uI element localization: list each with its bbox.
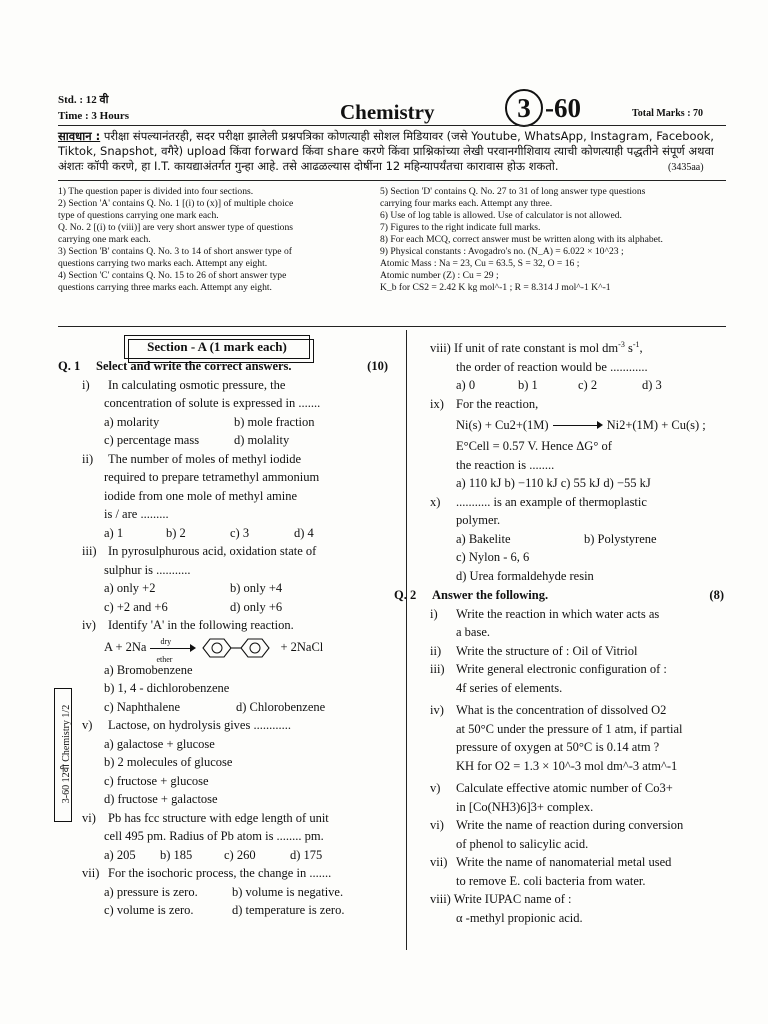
option: d) molality [234, 433, 290, 447]
q2-vi [422, 816, 724, 835]
equation-right: Ni2+(1M) + Cu(s) ; [606, 417, 706, 432]
equation-right: + 2NaCl [280, 640, 324, 655]
option: b) mole fraction [234, 414, 315, 429]
question-text: Pb has fcc structure with edge length of unit [108, 810, 329, 825]
question-text: cell 495 pm. Radius of Pb atom is ........ pm. [104, 829, 324, 843]
question-text: in [Co(NH3)6]3+ complex. [456, 799, 594, 814]
options [422, 530, 724, 549]
option: c) percentage mass [104, 433, 200, 447]
arrow-label-top: dry [160, 636, 172, 646]
biphenyl-structure-icon [200, 637, 272, 659]
instruction-line: 2) Section 'A' contains Q. No. 1 [(i) to (x)] of multiple choice [58, 198, 294, 209]
question-text: The number of moles of methyl iodide [108, 451, 302, 466]
q2-v [422, 779, 724, 798]
q1-marks: (10) [367, 359, 388, 373]
q2-iii [422, 660, 724, 679]
option: b) 2 molecules of glucose [104, 755, 233, 769]
option: c) 2 [578, 378, 598, 393]
equation-left: A + 2Na [104, 640, 147, 655]
option: c) volume is zero. [104, 903, 194, 917]
item-number: x) [430, 494, 441, 509]
section-a-heading: Section - A (1 mark each) [124, 335, 310, 359]
question-text: Identify 'A' in the following reaction. [108, 618, 294, 632]
q1-iv [58, 616, 388, 635]
side-label: 3-60 12वी Chemistry 1/2 [61, 704, 72, 804]
option: b) only +4 [230, 581, 283, 595]
question-text: is / are ......... [104, 507, 169, 521]
q1-vii [58, 864, 388, 883]
option: a) molarity [104, 414, 160, 429]
q1-i [58, 376, 388, 395]
option: a) Bakelite [456, 531, 511, 546]
question-text-part: s [624, 341, 633, 356]
warning-code: (3435aa) [668, 162, 704, 173]
question-text: the reaction is ........ [456, 457, 555, 472]
instructions-right [380, 186, 725, 294]
q1-heading [58, 357, 388, 376]
question-text: α -methyl propionic acid. [456, 910, 583, 925]
question-text: KH for O2 = 1.3 × 10^-3 mol dm^-3 atm^-1 [456, 758, 678, 773]
item-number: v) [82, 718, 93, 732]
warning-divider [58, 180, 726, 181]
reaction-equation [422, 413, 724, 437]
question-text: Write the name of nanomaterial metal used [456, 855, 672, 870]
item-number: v) [430, 781, 441, 796]
arrow-label-bottom: ether [156, 654, 173, 664]
option: b) 185 [160, 847, 193, 862]
question-text: a base. [456, 625, 491, 640]
paper-code [505, 89, 581, 127]
options [58, 524, 388, 543]
option: d) temperature is zero. [232, 903, 345, 917]
item-number: iii) [82, 544, 97, 558]
instruction-line: type of questions carrying one mark each. [58, 210, 219, 221]
item-number: vii) [430, 855, 448, 870]
warning-label: सावधान : [58, 129, 101, 143]
q2-heading [394, 586, 724, 605]
question-text: pressure of oxygen at 50°C is 0.14 atm ? [456, 740, 660, 755]
q2-vii [422, 853, 724, 872]
option: a) pressure is zero. [104, 884, 198, 899]
instruction-line: 7) Figures to the right indicate full marks. [380, 222, 541, 233]
question-text: iodide from one mole of methyl amine [104, 488, 298, 503]
option: d) fructose + galactose [104, 792, 218, 806]
paper-code-circle: 3 [505, 89, 543, 127]
instruction-line: Atomic Mass : Na = 23, Cu = 63.5, S = 32, O = 16 ; [380, 258, 580, 269]
column-divider [406, 330, 407, 950]
std-label: Std. : 12 वी [58, 94, 109, 106]
question-text-part: , [639, 341, 643, 356]
left-column [58, 357, 388, 920]
instruction-line: 1) The question paper is divided into four sections. [58, 186, 254, 197]
option: d) Urea formaldehyde resin [456, 568, 594, 583]
options [58, 598, 388, 617]
question-text: Write the name of reaction during conversion [456, 818, 684, 833]
instruction-line: Q. No. 2 [(i) to (viii)] are very short answer type of questions [58, 222, 293, 233]
q2-marks: (8) [709, 588, 724, 603]
item-number: iii) [430, 662, 445, 677]
option: d) only +6 [230, 599, 283, 614]
total-marks: Total Marks : 70 [632, 108, 704, 119]
item-number: ii) [82, 451, 94, 466]
question-text: of phenol to salicylic acid. [456, 836, 589, 851]
option: a) Bromobenzene [104, 662, 193, 677]
question-text-part: viii) If unit of rate constant is mol dm [430, 341, 619, 356]
option: c) Naphthalene [104, 699, 181, 714]
question-text: Write the reaction in which water acts as [456, 606, 660, 621]
instruction-line: 5) Section 'D' contains Q. No. 27 to 31 of long answer type questions [380, 186, 646, 197]
q2-ii [422, 642, 724, 661]
paper-code-rest: -60 [545, 92, 581, 123]
question-text: Lactose, on hydrolysis gives ............ [108, 718, 291, 732]
instruction-line: 8) For each MCQ, correct answer must be written along with its alphabet. [380, 234, 663, 245]
q1-v [58, 716, 388, 735]
option: a) only +2 [104, 581, 156, 595]
option: c) fructose + glucose [104, 773, 209, 788]
option: d) 4 [294, 525, 314, 540]
time-label: Time : 3 Hours [58, 110, 129, 122]
instructions-left [58, 186, 378, 294]
warning-notice [58, 129, 722, 174]
q1-x [422, 493, 724, 512]
option: d) 3 [642, 378, 662, 393]
header-std-time [58, 92, 129, 124]
q2-label: Q. 2 [394, 588, 417, 603]
equation-left: Ni(s) + Cu2+(1M) [456, 417, 549, 432]
q1-title: Select and write the correct answers. [96, 359, 292, 373]
q2-iv [422, 701, 724, 720]
question-text: 4f series of elements. [456, 680, 563, 695]
instruction-line: questions carrying two marks each. Attempt any eight. [58, 258, 268, 269]
option: b) 2 [166, 525, 186, 540]
options: a) 110 kJ b) −110 kJ c) 55 kJ d) −55 kJ [456, 476, 651, 491]
options [422, 376, 724, 395]
item-number: i) [82, 377, 90, 392]
instruction-line: Atomic number (Z) : Cu = 29 ; [380, 270, 499, 281]
instruction-line: questions carrying three marks each. Attempt any eight. [58, 282, 272, 293]
options [58, 579, 388, 598]
item-number: vii) [82, 866, 100, 880]
reaction-arrow-icon [150, 636, 196, 664]
instruction-line: K_b for CS2 = 2.42 K kg mol^-1 ; R = 8.314 J mol^-1 K^-1 [380, 282, 611, 293]
item-number: iv) [430, 703, 444, 718]
option: d) 175 [290, 847, 323, 862]
option: a) galactose + glucose [104, 736, 215, 751]
option: a) 1 [104, 525, 124, 540]
warning-text: परीक्षा संपल्यानंतरही, सदर परीक्षा झालेली प्रश्नपत्रिका कोणत्याही सोशल मिडियावर (जसे Youtube, WhatsApp, Instagram, Facebook, Tiktok, Snapshot, वगैरे) upload किंवा forward किंवा share करणे किंवा प्राश्निकांच्या लेखी परवानगीशिवाय त्याची कोणत्याही पद्धतीने संपूर्ण अथवा अंशतः कॉपी करणे, हा I.T. कायद्याअंतर्गत गुन्हा आहे. तसे आढळल्यास दोषींना 12 महिन्यापर्यंतचा कारावास होऊ शकतो. [58, 129, 714, 173]
option: b) volume is negative. [232, 884, 344, 899]
q1-ii [58, 450, 388, 469]
question-text: required to prepare tetramethyl ammonium [104, 470, 320, 484]
option: c) +2 and +6 [104, 599, 168, 614]
header-divider [58, 125, 726, 126]
question-text: concentration of solute is expressed in ....... [104, 396, 321, 410]
q2-i [422, 605, 724, 624]
q2-title: Answer the following. [432, 588, 549, 603]
item-number: i) [430, 606, 438, 621]
question-text: For the reaction, [456, 396, 539, 411]
question-text: In pyrosulphurous acid, oxidation state of [108, 544, 317, 558]
reaction-arrow-icon [553, 419, 603, 431]
question-text [422, 336, 724, 358]
q1-label: Q. 1 [58, 359, 81, 373]
q1-vi [58, 809, 388, 828]
instruction-line: carrying four marks each. Attempt any three. [380, 198, 553, 209]
question-text: Write the structure of : Oil of Vitriol [456, 643, 638, 658]
item-number: vi) [82, 810, 96, 825]
options [58, 846, 388, 865]
question-text: For the isochoric process, the change in ....... [108, 866, 332, 880]
item-number: ix) [430, 396, 444, 411]
options [58, 883, 388, 902]
instruction-line: carrying one mark each. [58, 234, 151, 245]
option: b) 1 [518, 378, 538, 393]
question-text: Write general electronic configuration of : [456, 662, 667, 677]
options [58, 431, 388, 450]
page-title: Chemistry [340, 100, 435, 124]
option: a) 0 [456, 378, 476, 393]
item-number: iv) [82, 618, 96, 632]
option: b) 1, 4 - dichlorobenzene [104, 681, 230, 695]
options [58, 901, 388, 920]
option: d) Chlorobenzene [236, 699, 326, 714]
reaction-equation [58, 635, 388, 664]
question-text: the order of reaction would be ............ [456, 359, 648, 374]
question-text: ........... is an example of thermoplastic [456, 494, 647, 509]
instruction-line: 9) Physical constants : Avogadro's no. (N_A) = 6.022 × 10^23 ; [380, 246, 624, 257]
option: c) Nylon - 6, 6 [456, 550, 530, 565]
option: b) Polystyrene [584, 531, 657, 546]
options [58, 698, 388, 717]
superscript: -1 [632, 340, 640, 349]
option: c) 3 [230, 525, 250, 540]
question-text: at 50°C under the pressure of 1 atm, if partial [456, 721, 683, 736]
instructions-divider [58, 326, 726, 327]
option: a) 205 [104, 847, 136, 862]
question-text: polymer. [456, 513, 501, 528]
right-column [394, 336, 724, 927]
question-text: viii) Write IUPAC name of : [430, 892, 572, 907]
item-number: vi) [430, 818, 444, 833]
q1-iii [58, 542, 388, 561]
question-text: Calculate effective atomic number of Co3+ [456, 781, 673, 796]
option: c) 260 [224, 847, 256, 862]
question-text: sulphur is ........... [104, 562, 191, 577]
options [58, 413, 388, 432]
question-text: to remove E. coli bacteria from water. [456, 873, 646, 888]
question-text: E°Cell = 0.57 V. Hence ΔG° of [456, 439, 612, 454]
question-text: What is the concentration of dissolved O2 [456, 703, 667, 718]
superscript: -3 [618, 340, 625, 349]
item-number: ii) [430, 643, 442, 658]
q1-ix [422, 395, 724, 414]
instruction-line: 3) Section 'B' contains Q. No. 3 to 14 of short answer type of [58, 246, 292, 257]
question-text: In calculating osmotic pressure, the [108, 377, 286, 392]
instruction-line: 6) Use of log table is allowed. Use of calculator is not allowed. [380, 210, 622, 221]
instruction-line: 4) Section 'C' contains Q. No. 15 to 26 of short answer type [58, 270, 287, 281]
